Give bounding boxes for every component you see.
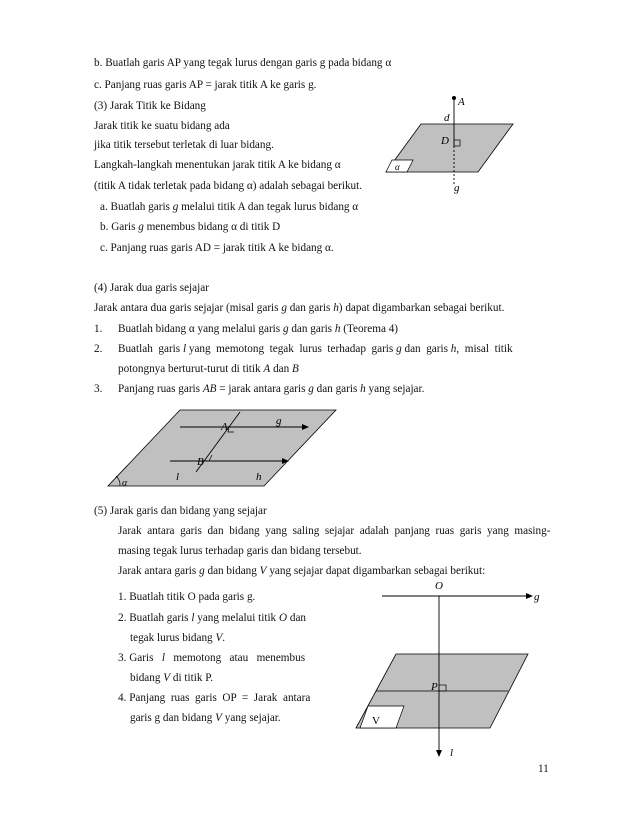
- section3-p1: Jarak titik ke suatu bidang ada: [94, 120, 230, 132]
- section3-step-c: c. Panjang ruas garis AD = jarak titik A ke bidang α.: [100, 242, 334, 254]
- label-alpha: α: [395, 162, 400, 172]
- arrow-g: [526, 593, 533, 599]
- point-A: [452, 96, 456, 100]
- label-P: P: [431, 681, 438, 693]
- section4-heading: (4) Jarak dua garis sejajar: [94, 282, 209, 294]
- section3-heading: (3) Jarak Titik ke Bidang: [94, 100, 206, 112]
- V-corner-box: [360, 706, 404, 728]
- section4-item3-num: 3.: [94, 383, 103, 395]
- section4-item3: Panjang ruas garis AB = jarak antara garis g dan garis h yang sejajar.: [118, 383, 425, 395]
- label-alpha: α: [122, 478, 128, 489]
- section5-step2-line2: tegak lurus bidang V.: [130, 632, 226, 644]
- label-g: g: [276, 415, 282, 427]
- arrow-l: [436, 750, 442, 757]
- label-h: h: [256, 471, 262, 483]
- label-l: l: [450, 747, 454, 759]
- item-b-top: b. Buatlah garis AP yang tegak lurus dengan garis g pada bidang α: [94, 57, 392, 69]
- section5-p3: Jarak antara garis g dan bidang V yang sejajar dapat digambarkan sebagai berikut:: [118, 565, 486, 577]
- label-A: A: [458, 96, 465, 108]
- section4-intro: Jarak antara dua garis sejajar (misal garis g dan garis h) dapat digambarkan sebagai berikut.: [94, 302, 505, 314]
- section4-item2-num: 2.: [94, 343, 103, 355]
- label-B: B: [197, 456, 204, 468]
- section5-step2-line1: 2. Buatlah garis l yang melalui titik O dan: [118, 612, 306, 624]
- figure-parallel-lines: [108, 408, 338, 488]
- section4-item2-line1: Buatlah garis l yang memotong tegak lurus terhadap garis g dan garis h, misal titik: [118, 343, 513, 355]
- section3-p2: jika titik tersebut terletak di luar bidang.: [94, 139, 274, 151]
- section5-step3-line2: bidang V di titik P.: [130, 672, 213, 684]
- section5-step3-line1: 3. Garis l memotong atau menembus: [118, 652, 306, 664]
- label-A: A: [221, 421, 228, 433]
- section5-step4-line1: 4. Panjang ruas garis OP = Jarak antara: [118, 692, 311, 704]
- section4-item1: Buatlah bidang α yang melalui garis g dan garis h (Teorema 4): [118, 323, 399, 335]
- figure-line-plane: [356, 578, 556, 762]
- label-g: g: [454, 182, 460, 194]
- section5-heading: (5) Jarak garis dan bidang yang sejajar: [94, 505, 267, 517]
- figure-point-plane: [386, 94, 516, 204]
- section5-p1: Jarak antara garis dan bidang yang saling sejajar adalah panjang ruas garis yang masing-: [118, 525, 551, 537]
- section3-step-a: a. Buatlah garis g melalui titik A dan tegak lurus bidang α: [100, 201, 359, 213]
- section3-p3: Langkah-langkah menentukan jarak titik A ke bidang α: [94, 159, 341, 171]
- label-d: d: [444, 112, 450, 124]
- label-l: l: [176, 471, 180, 483]
- section3-p4: (titik A tidak terletak pada bidang α) adalah sebagai berikut.: [94, 180, 363, 192]
- section4-item1-num: 1.: [94, 323, 103, 335]
- item-c-top: c. Panjang ruas garis AP = jarak titik A ke garis g.: [94, 79, 317, 91]
- section5-step4-line2: garis g dan bidang V yang sejajar.: [130, 712, 281, 724]
- label-O: O: [435, 580, 443, 592]
- label-V: V: [372, 715, 380, 727]
- page-number: 11: [538, 763, 549, 775]
- label-g: g: [534, 591, 540, 603]
- label-D: D: [441, 135, 449, 147]
- section5-step1: 1. Buatlah titik O pada garis g.: [118, 591, 256, 603]
- section5-p2: masing tegak lurus terhadap garis dan bidang tersebut.: [118, 545, 362, 557]
- section4-item2-line2: potongnya berturut-turut di titik A dan B: [118, 363, 299, 375]
- section3-step-b: b. Garis g menembus bidang α di titik D: [100, 221, 281, 233]
